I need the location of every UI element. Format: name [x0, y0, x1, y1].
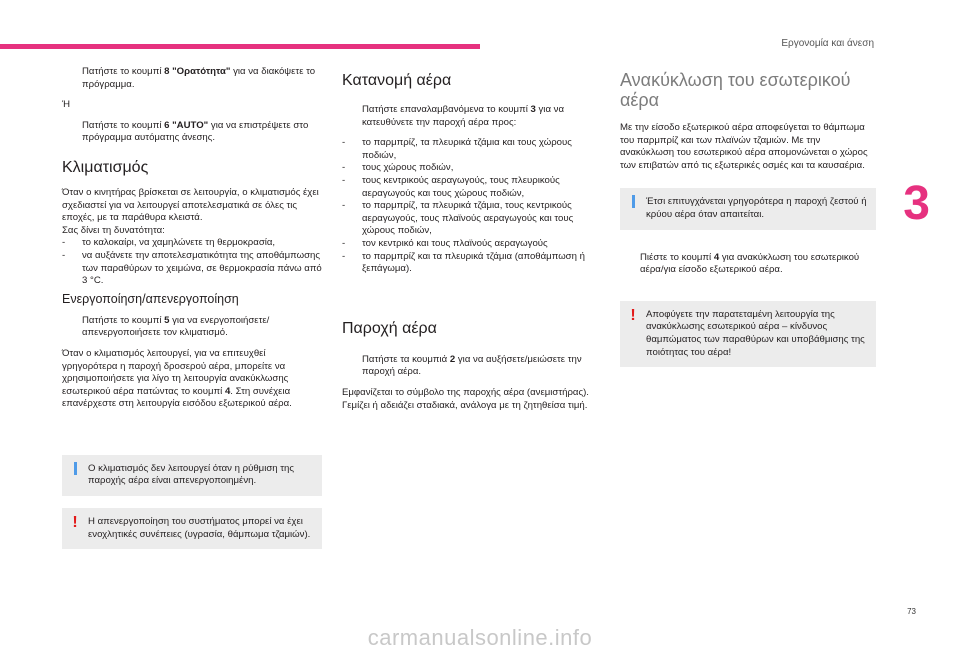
ac-paragraph-2: Σας δίνει τη δυνατότητα: [62, 224, 165, 236]
warning-icon: ! [72, 514, 78, 532]
ac-paragraph: Όταν ο κινητήρας βρίσκεται σε λειτουργία, ο κλιματισμός έχει σχεδιαστεί για να λειτουργεί αποτελεσματικά σε όλες τις εποχές, με τα παράθυρα κλειστά. [62, 186, 319, 224]
info-note: Ο κλιματισμός δεν λειτουργεί όταν η ρύθμιση της παροχής αέρα είναι απενεργοποιημένη. [62, 455, 322, 496]
info-note: Έτσι επιτυγχάνεται γρηγορότερα η παροχή ζεστού ή κρύου αέρα όταν απαιτείται. [620, 188, 876, 229]
list-item: - τον κεντρικό και τους πλαϊνούς αεραγωγούς [342, 237, 548, 249]
instruction-distribution: Πατήστε επαναλαμβανόμενα το κουμπί 3 για να κατευθύνετε την παροχή αέρα προς: [362, 104, 564, 128]
column-right [620, 66, 876, 367]
ac-recirc-paragraph: Όταν ο κλιματισμός λειτουργεί, για να επιτευχθεί γρηγορότερα η παροχή δροσερού αέρα, μπορείτε να χρησιμοποιήσετε για λίγο τη λειτουργία ανακύκλωσης εσωτερικού αέρα πατώντας το κουμπί 4. Στη συνέχεια επανέρχεστε στη λειτουργία εισόδου εξωτερικού αέρα. [62, 347, 292, 410]
button-ref: 2 [449, 353, 456, 365]
warning-note: ! Αποφύγετε την παρατεταμένη λειτουργία της ανακύκλωσης εσωτερικού αέρα – κίνδυνος θαμπώματος των παραθύρων και υποβάθμισης της ποιότητας του αέρα! [620, 301, 876, 367]
page-number: 73 [907, 607, 916, 616]
instruction-ac-toggle: Πατήστε το κουμπί 5 για να ενεργοποιήσετε/απενεργοποιήσετε τον κλιματισμό. [82, 314, 270, 339]
instruction-air-flow: Πατήστε τα κουμπιά 2 για να αυξήσετε/μειώσετε την παροχή αέρα. [362, 353, 582, 378]
distribution-list [342, 137, 604, 276]
heading-air-distribution: Κατανομή αέρα [342, 72, 452, 89]
list-item: - να αυξάνετε την αποτελεσματικότητα της αποθάμπωσης των παραθύρων το χειμώνα, σε θερμοκρασία πάνω από 3 °C. [62, 249, 322, 287]
watermark: carmanualsonline.info [367, 625, 593, 649]
column-middle [342, 66, 604, 420]
instruction-auto: Πατήστε το κουμπί 6 "AUTO" για να επιστρέψετε στο πρόγραμμα αυτόματης άνεσης. [82, 119, 309, 144]
button-ref: 3 [530, 104, 536, 115]
button-ref: 4 [224, 385, 231, 397]
ac-benefits-list [62, 237, 322, 287]
list-item: - το παρμπρίζ, τα πλευρικά τζάμια και τους χώρους ποδιών, [342, 137, 572, 161]
list-item: - τους χώρους ποδιών, [342, 162, 454, 174]
info-icon [70, 462, 80, 479]
warning-icon: ! [630, 306, 636, 324]
heading-recirculation: Ανακύκλωση του εσωτερικού αέρα [620, 70, 851, 110]
heading-on-off: Ενεργοποίηση/απενεργοποίηση [62, 291, 239, 306]
list-item: - το παρμπρίζ, τα πλευρικά τζάμια, τους κεντρικούς αεραγωγούς, τους πλαϊνούς αεραγωγούς και τους χώρους ποδιών, [342, 200, 574, 237]
instruction-recirculation: Πιέστε το κουμπί 4 για ανακύκλωση του εσωτερικού αέρα/για είσοδο εξωτερικού αέρα. [640, 251, 860, 276]
heading-air-flow: Παροχή αέρα [342, 319, 437, 337]
button-ref: 4 [713, 251, 720, 263]
column-left [62, 66, 322, 549]
air-flow-paragraph: Εμφανίζεται το σύμβολο της παροχής αέρα (ανεμιστήρας). Γεμίζει ή αδειάζει σταδιακά, ανάλογα με τη ζητηθείσα τιμή. [342, 386, 589, 411]
chapter-number: 3 [903, 177, 930, 230]
heading-air-conditioning: Κλιματισμός [62, 158, 149, 176]
section-title: Εργονομία και άνεση [781, 38, 874, 49]
header-accent-bar [0, 44, 480, 49]
button-ref: 6 "AUTO" [164, 119, 209, 131]
or-text: Ή [62, 99, 71, 111]
recirculation-paragraph: Με την είσοδο εξωτερικού αέρα αποφεύγεται το θάμπωμα του παρμπρίζ και των πλαϊνών τζαμιών. Με την ανακύκλωση του εσωτερικού αέρα απομονώνεται ο χώρος των επιβατών από τις εξωτερικές οσμές και τα καυσαέρια. [620, 122, 868, 171]
list-item: - το παρμπρίζ και τα πλευρικά τζάμια (αποθάμπωση ή ξεπάγωμα). [342, 250, 585, 275]
list-item: - τους κεντρικούς αεραγωγούς, τους πλευρικούς αεραγωγούς και τους χώρους ποδιών, [342, 174, 560, 199]
list-item: - το καλοκαίρι, να χαμηλώνετε τη θερμοκρασία, [62, 237, 276, 249]
warning-note: ! Η απενεργοποίηση του συστήματος μπορεί να έχει ενοχλητικές συνέπειες (υγρασία, θάμπωμα τζαμιών). [62, 508, 322, 549]
instruction-visibility: Πατήστε το κουμπί 8 "Ορατότητα" για να διακόψετε το πρόγραμμα. [82, 66, 316, 90]
button-ref: 5 [164, 314, 170, 326]
button-ref: 8 "Ορατότητα" [164, 66, 231, 77]
info-icon [628, 195, 638, 212]
